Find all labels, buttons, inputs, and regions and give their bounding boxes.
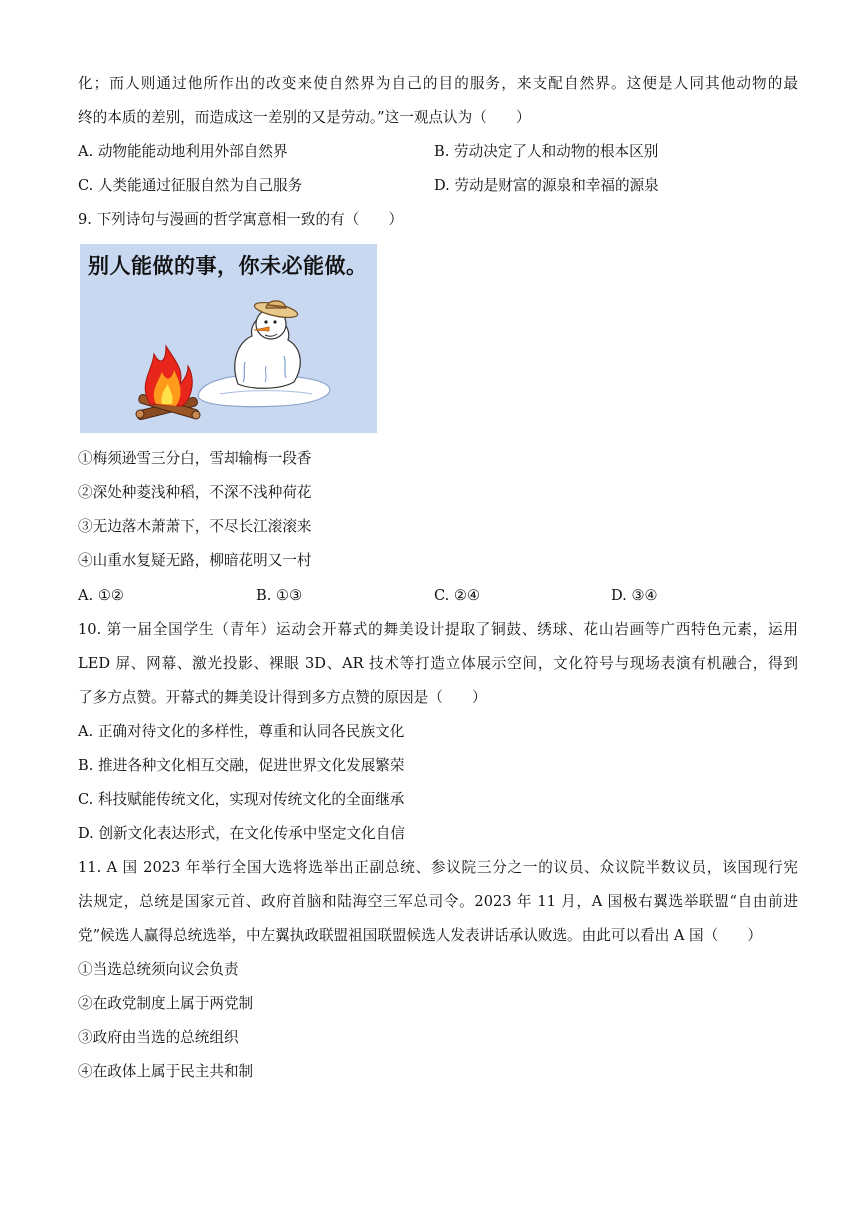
q11-item-4: ④在政体上属于民主共和制 xyxy=(78,1063,254,1080)
q8-stem-line-2: 终的本质的差别，而造成这一差别的又是劳动。”这一观点认为（ ） xyxy=(78,109,531,126)
cartoon-caption: 别人能做的事，你未必能做。 xyxy=(88,254,368,278)
q9-cartoon xyxy=(80,244,377,433)
q11-stem-line-3: 党”候选人赢得总统选举，中左翼执政联盟祖国联盟候选人发表讲话承认败选。由此可以看出 A 国（ ） xyxy=(78,927,763,944)
q10-stem-line-1: 10. 第一届全国学生（青年）运动会开幕式的舞美设计提取了铜鼓、绣球、花山岩画等广西特色元素，运用 xyxy=(78,621,798,638)
q11-stem-line-1: 11. A 国 2023 年举行全国大选将选举出正副总统、参议院三分之一的议员、众议院半数议员，该国现行宪 xyxy=(78,859,798,876)
q10-stem-line-2: LED 屏、网幕、激光投影、裸眼 3D、AR 技术等打造立体展示空间，文化符号与现场表演有机融合，得到 xyxy=(78,655,798,672)
q8-option-c[interactable]: C. 人类能通过征服自然为自己服务 xyxy=(78,177,303,194)
q8-option-b[interactable]: B. 劳动决定了人和动物的根本区别 xyxy=(434,143,659,160)
q9-item-1: ①梅须逊雪三分白，雪却输梅一段香 xyxy=(78,450,312,467)
q9-option-a[interactable]: A. ①② xyxy=(78,587,124,604)
q9-item-4: ④山重水复疑无路，柳暗花明又一村 xyxy=(78,552,312,569)
q11-stem-line-2: 法规定，总统是国家元首、政府首脑和陆海空三军总司令。2023 年 11 月，A 国极右翼选举联盟“自由前进 xyxy=(78,893,798,910)
q10-stem-line-3: 了多方点赞。开幕式的舞美设计得到多方点赞的原因是（ ） xyxy=(78,689,487,706)
q8-stem-line-1: 化；而人则通过他所作出的改变来使自然界为自己的目的服务，来支配自然界。这便是人同其他动物的最 xyxy=(78,75,798,92)
q10-option-c[interactable]: C. 科技赋能传统文化，实现对传统文化的全面继承 xyxy=(78,791,405,808)
q10-option-b[interactable]: B. 推进各种文化相互交融，促进世界文化发展繁荣 xyxy=(78,757,405,774)
q8-option-a[interactable]: A. 动物能能动地利用外部自然界 xyxy=(78,143,288,160)
q11-item-1: ①当选总统须向议会负责 xyxy=(78,961,239,978)
q9-option-b[interactable]: B. ①③ xyxy=(256,587,303,604)
q9-stem: 9. 下列诗句与漫画的哲学寓意相一致的有（ ） xyxy=(78,211,404,228)
q10-option-a[interactable]: A. 正确对待文化的多样性，尊重和认同各民族文化 xyxy=(78,723,405,740)
q9-option-c[interactable]: C. ②④ xyxy=(434,587,481,604)
q11-item-3: ③政府由当选的总统组织 xyxy=(78,1029,239,1046)
q9-item-2: ②深处种菱浅种稻，不深不浅种荷花 xyxy=(78,484,312,501)
q11-item-2: ②在政党制度上属于两党制 xyxy=(78,995,254,1012)
q9-option-d[interactable]: D. ③④ xyxy=(611,587,658,604)
q9-item-3: ③无边落木萧萧下，不尽长江滚滚来 xyxy=(78,518,312,535)
q8-option-d[interactable]: D. 劳动是财富的源泉和幸福的源泉 xyxy=(434,177,659,194)
q10-option-d[interactable]: D. 创新文化表达形式，在文化传承中坚定文化自信 xyxy=(78,825,405,842)
